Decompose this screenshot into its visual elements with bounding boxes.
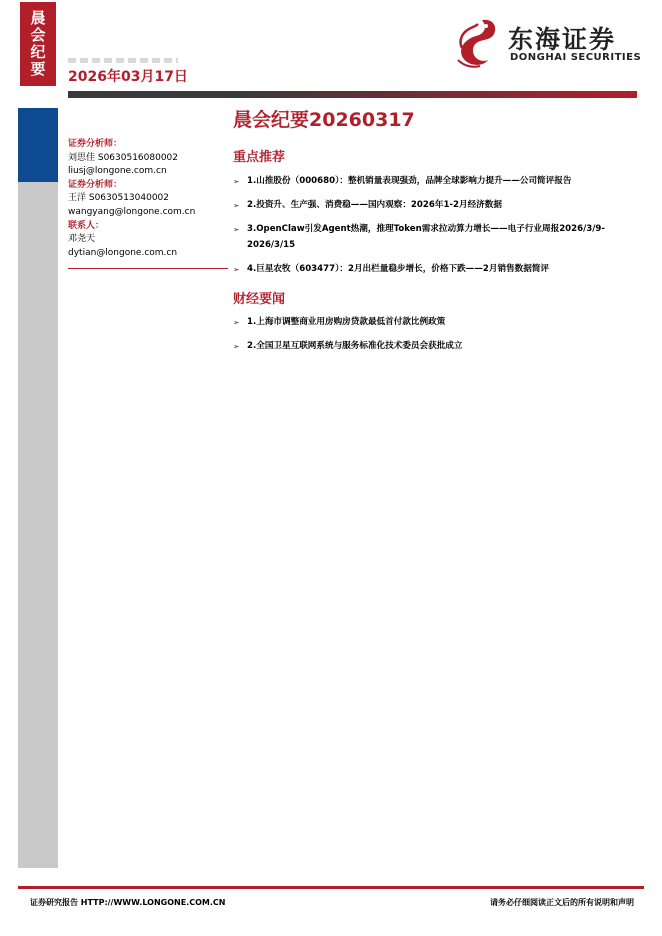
- list-item-text: 4.巨星农牧（603477）：2月出栏量稳步增长，价格下跌——2月销售数据简评: [247, 264, 550, 274]
- contact-email[interactable]: dytian@longone.com.cn: [68, 247, 178, 258]
- footer-left: 证券研究报告 HTTP://WWW.LONGONE.COM.CN: [30, 898, 226, 907]
- side-tab-label: 晨会纪要: [30, 9, 46, 78]
- analyst-email[interactable]: liusj@longone.com.cn: [68, 166, 167, 177]
- list-item-text: 1.上海市调整商业用房购房贷款最低首付款比例政策: [247, 317, 446, 327]
- bullet-arrow-icon: ➢: [233, 201, 240, 210]
- main-title: 晨会纪要20260317: [233, 109, 415, 131]
- report-date: 2026年03月17日: [68, 69, 188, 85]
- left-sidebar-band: [18, 108, 58, 868]
- dragon-logo-icon: [452, 14, 502, 70]
- bullet-arrow-icon: ➢: [233, 342, 240, 351]
- logo-text-cn: 东海证券: [508, 25, 617, 54]
- list-item-text: 3.OpenClaw引发Agent热潮，推理Token需求拉动算力增长——电子行业周报2026/3/9-2026/3/15: [247, 224, 605, 250]
- company-logo: [452, 14, 642, 74]
- section-title-finance-news: 财经要闻: [233, 292, 286, 307]
- list-item-text: 1.山推股份（000680）：整机销量表现强劲，品牌全球影响力提升——公司简评报告: [247, 176, 572, 186]
- analyst-label: 证券分析师：: [68, 179, 123, 190]
- analyst-panel: [68, 138, 228, 260]
- section-title-key-picks: 重点推荐: [233, 150, 286, 165]
- side-tab: [20, 2, 56, 86]
- analyst-label: 证券分析师：: [68, 139, 123, 149]
- analyst-panel-divider: [68, 268, 228, 269]
- logo-text-en: DONGHAI SECURITIES: [510, 52, 642, 63]
- footer-divider: [18, 886, 644, 889]
- contact-label: 联系人：: [68, 220, 105, 231]
- analyst-email[interactable]: wangyang@longone.com.cn: [68, 206, 196, 217]
- left-sidebar-accent: [18, 108, 58, 182]
- bullet-arrow-icon: ➢: [233, 318, 240, 327]
- list-item-text: 2.全国卫星互联网系统与服务标准化技术委员会获批成立: [247, 341, 463, 351]
- header-ghost-text: [68, 58, 178, 63]
- analyst-name-id: 刘思佳 S0630516080002: [68, 152, 179, 163]
- contact-name: 邓尧天: [68, 234, 96, 245]
- list-item-text: 2.投资升、生产强、消费稳——国内观察：2026年1-2月经济数据: [247, 200, 502, 210]
- bullet-arrow-icon: ➢: [233, 265, 240, 274]
- header-divider-bar: [68, 91, 637, 98]
- footer-disclaimer: 请务必仔细阅读正文后的所有说明和声明: [490, 898, 634, 907]
- analyst-name-id: 王洋 S0630513040002: [68, 193, 170, 204]
- bullet-arrow-icon: ➢: [233, 225, 240, 234]
- bullet-arrow-icon: ➢: [233, 177, 240, 186]
